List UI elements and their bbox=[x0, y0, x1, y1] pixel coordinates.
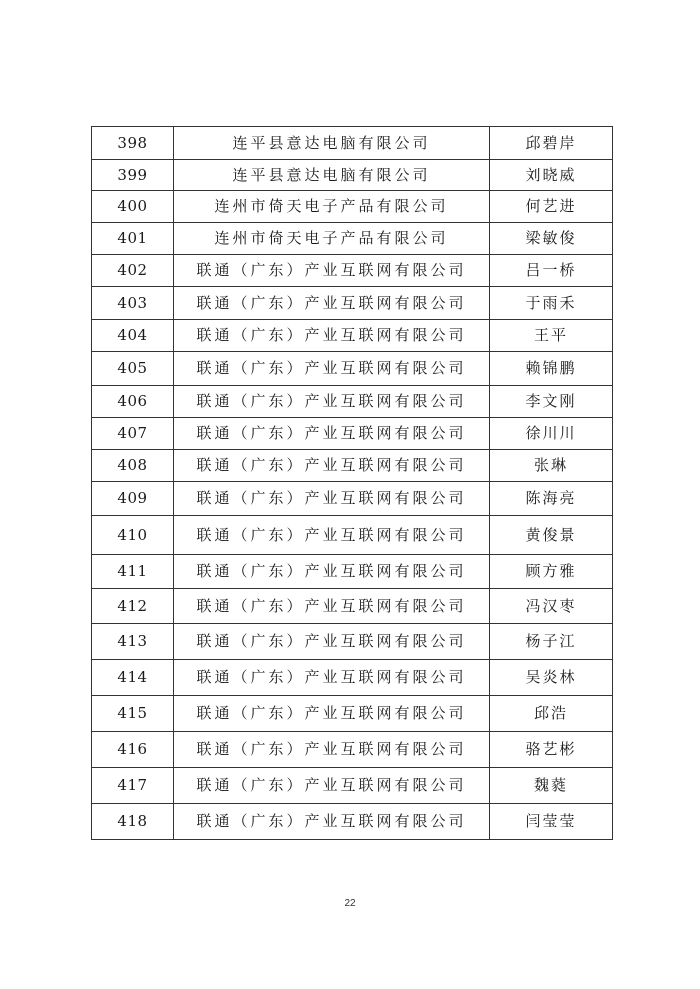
person-name-cell: 张琳 bbox=[490, 450, 613, 482]
company-name-cell: 联通（广东）产业互联网有限公司 bbox=[174, 589, 490, 624]
table-row bbox=[92, 482, 613, 516]
company-name-cell: 联通（广东）产业互联网有限公司 bbox=[174, 320, 490, 352]
table-row bbox=[92, 386, 613, 418]
person-name-cell: 王平 bbox=[490, 320, 613, 352]
table-row bbox=[92, 191, 613, 223]
company-name-cell: 联通（广东）产业互联网有限公司 bbox=[174, 352, 490, 386]
person-name-cell: 于雨禾 bbox=[490, 287, 613, 320]
row-number-cell: 413 bbox=[92, 624, 174, 660]
person-name-cell: 杨子江 bbox=[490, 624, 613, 660]
person-name-cell: 魏蕤 bbox=[490, 768, 613, 804]
person-name-cell: 邱碧岸 bbox=[490, 127, 613, 160]
person-name-cell: 冯汉枣 bbox=[490, 589, 613, 624]
roster-table-body bbox=[92, 127, 613, 840]
person-name-cell: 徐川川 bbox=[490, 418, 613, 450]
table-row bbox=[92, 320, 613, 352]
page-number: 22 bbox=[344, 898, 356, 909]
row-number-cell: 409 bbox=[92, 482, 174, 516]
person-name-cell: 赖锦鹏 bbox=[490, 352, 613, 386]
company-name-cell: 连州市倚天电子产品有限公司 bbox=[174, 223, 490, 255]
company-name-cell: 联通（广东）产业互联网有限公司 bbox=[174, 450, 490, 482]
table-row bbox=[92, 589, 613, 624]
row-number-cell: 400 bbox=[92, 191, 174, 223]
table-row bbox=[92, 418, 613, 450]
company-name-cell: 联通（广东）产业互联网有限公司 bbox=[174, 555, 490, 589]
person-name-cell: 梁敏俊 bbox=[490, 223, 613, 255]
company-name-cell: 联通（广东）产业互联网有限公司 bbox=[174, 660, 490, 696]
company-name-cell: 联通（广东）产业互联网有限公司 bbox=[174, 768, 490, 804]
row-number-cell: 404 bbox=[92, 320, 174, 352]
table-row bbox=[92, 804, 613, 840]
table-row bbox=[92, 160, 613, 191]
person-name-cell: 骆艺彬 bbox=[490, 732, 613, 768]
table-row bbox=[92, 732, 613, 768]
table-row bbox=[92, 127, 613, 160]
company-name-cell: 连平县意达电脑有限公司 bbox=[174, 160, 490, 191]
company-name-cell: 连州市倚天电子产品有限公司 bbox=[174, 191, 490, 223]
row-number-cell: 411 bbox=[92, 555, 174, 589]
person-name-cell: 顾方雅 bbox=[490, 555, 613, 589]
company-name-cell: 连平县意达电脑有限公司 bbox=[174, 127, 490, 160]
row-number-cell: 398 bbox=[92, 127, 174, 160]
row-number-cell: 414 bbox=[92, 660, 174, 696]
company-name-cell: 联通（广东）产业互联网有限公司 bbox=[174, 696, 490, 732]
row-number-cell: 401 bbox=[92, 223, 174, 255]
row-number-cell: 408 bbox=[92, 450, 174, 482]
person-name-cell: 陈海亮 bbox=[490, 482, 613, 516]
row-number-cell: 418 bbox=[92, 804, 174, 840]
company-name-cell: 联通（广东）产业互联网有限公司 bbox=[174, 482, 490, 516]
row-number-cell: 410 bbox=[92, 516, 174, 555]
person-name-cell: 吕一桥 bbox=[490, 255, 613, 287]
row-number-cell: 416 bbox=[92, 732, 174, 768]
company-name-cell: 联通（广东）产业互联网有限公司 bbox=[174, 287, 490, 320]
table-row bbox=[92, 660, 613, 696]
table-row bbox=[92, 624, 613, 660]
row-number-cell: 406 bbox=[92, 386, 174, 418]
table-row bbox=[92, 287, 613, 320]
person-name-cell: 黄俊景 bbox=[490, 516, 613, 555]
table-row bbox=[92, 768, 613, 804]
company-name-cell: 联通（广东）产业互联网有限公司 bbox=[174, 418, 490, 450]
person-name-cell: 刘晓威 bbox=[490, 160, 613, 191]
company-name-cell: 联通（广东）产业互联网有限公司 bbox=[174, 624, 490, 660]
table-row bbox=[92, 255, 613, 287]
row-number-cell: 417 bbox=[92, 768, 174, 804]
row-number-cell: 402 bbox=[92, 255, 174, 287]
table-row bbox=[92, 450, 613, 482]
row-number-cell: 403 bbox=[92, 287, 174, 320]
company-name-cell: 联通（广东）产业互联网有限公司 bbox=[174, 804, 490, 840]
company-name-cell: 联通（广东）产业互联网有限公司 bbox=[174, 386, 490, 418]
person-name-cell: 闫莹莹 bbox=[490, 804, 613, 840]
person-name-cell: 何艺进 bbox=[490, 191, 613, 223]
table-row bbox=[92, 555, 613, 589]
row-number-cell: 415 bbox=[92, 696, 174, 732]
row-number-cell: 407 bbox=[92, 418, 174, 450]
table-row bbox=[92, 696, 613, 732]
person-name-cell: 李文刚 bbox=[490, 386, 613, 418]
company-name-cell: 联通（广东）产业互联网有限公司 bbox=[174, 732, 490, 768]
company-name-cell: 联通（广东）产业互联网有限公司 bbox=[174, 516, 490, 555]
person-name-cell: 邱浩 bbox=[490, 696, 613, 732]
row-number-cell: 399 bbox=[92, 160, 174, 191]
table-row bbox=[92, 223, 613, 255]
table-row bbox=[92, 352, 613, 386]
roster-table bbox=[91, 126, 613, 840]
row-number-cell: 412 bbox=[92, 589, 174, 624]
row-number-cell: 405 bbox=[92, 352, 174, 386]
company-name-cell: 联通（广东）产业互联网有限公司 bbox=[174, 255, 490, 287]
person-name-cell: 吴炎林 bbox=[490, 660, 613, 696]
table-row bbox=[92, 516, 613, 555]
